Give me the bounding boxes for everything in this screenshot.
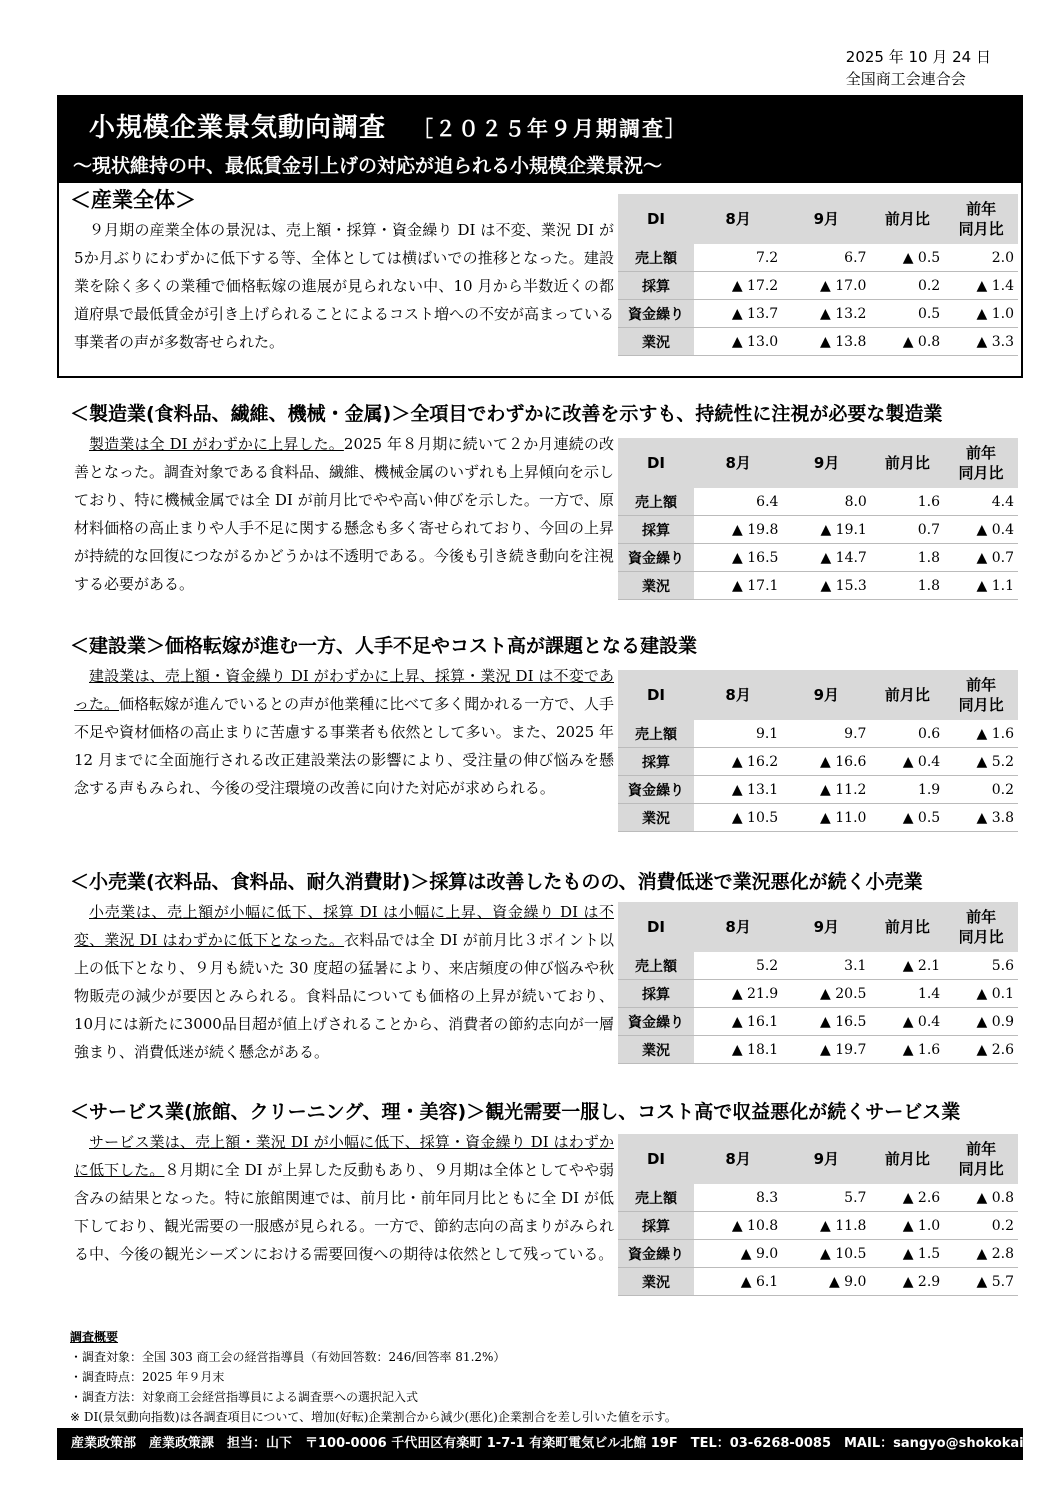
row-label: 資金繰り: [618, 1008, 694, 1036]
cell-yoy: ▲ 0.9: [944, 1008, 1018, 1036]
cell-aug: ▲ 13.7: [694, 300, 782, 328]
table-row: [618, 720, 1018, 748]
table-row: [618, 1240, 1018, 1268]
cell-sep: ▲ 16.5: [782, 1008, 870, 1036]
section-body: [74, 1128, 614, 1268]
cell-aug: ▲ 6.1: [694, 1268, 782, 1296]
date-block: [846, 46, 991, 90]
section-0: [60, 186, 1020, 351]
cell-mom: ▲ 2.9: [870, 1268, 944, 1296]
row-label: 資金繰り: [618, 300, 694, 328]
row-label: 採算: [618, 980, 694, 1008]
cell-yoy: ▲ 2.6: [944, 1036, 1018, 1064]
survey-period: ［２０２５年９月期調査］: [412, 117, 689, 141]
cell-aug: ▲ 18.1: [694, 1036, 782, 1064]
col-header-mom: 前月比: [870, 193, 944, 244]
cell-sep: 3.1: [782, 952, 870, 980]
cell-sep: ▲ 13.8: [782, 328, 870, 356]
cell-aug: 8.3: [694, 1184, 782, 1212]
cell-yoy: ▲ 5.7: [944, 1268, 1018, 1296]
row-label: 業況: [618, 804, 694, 832]
row-label: 業況: [618, 1036, 694, 1064]
page-title: 小規模企業景気動向調査 ［２０２５年９月期調査］: [89, 113, 689, 143]
col-header-mom: 前月比: [870, 669, 944, 720]
cell-sep: ▲ 11.0: [782, 804, 870, 832]
cell-sep: ▲ 15.3: [782, 572, 870, 600]
section-body: [74, 216, 614, 356]
cell-yoy: 5.6: [944, 952, 1018, 980]
cell-sep: ▲ 20.5: [782, 980, 870, 1008]
cell-mom: ▲ 0.4: [870, 1008, 944, 1036]
table-row: [618, 804, 1018, 832]
cell-yoy: ▲ 1.4: [944, 272, 1018, 300]
body-text: 2025 年８月期に続いて２か月連続の改善となった。調査対象である食料品、繊維、機械金属のいずれも上昇傾向を示しており、特に機械金属では全 DI が前月比でやや高い伸びを示した。一方で、原材料価格の高止まりや人手不足に関する懸念も多く寄せられており、今回の上昇が持続的な回復につながるかどうかは不透明である。今後も引き続き動向を注視する必要がある。: [74, 435, 615, 593]
survey-notes: [70, 1327, 677, 1427]
organization: 全国商工会連合会: [845, 70, 966, 88]
cell-mom: ▲ 0.5: [870, 244, 944, 272]
yoy-line2: 同月比: [958, 928, 1004, 946]
cell-sep: ▲ 9.0: [782, 1268, 870, 1296]
section-2: [60, 632, 1020, 827]
cell-sep: ▲ 19.7: [782, 1036, 870, 1064]
di-table: [618, 436, 1018, 600]
table-row: [618, 1008, 1018, 1036]
table-row: [618, 1268, 1018, 1296]
section-body: [74, 898, 614, 1066]
cell-sep: 9.7: [782, 720, 870, 748]
section-3: [60, 868, 1020, 1061]
cell-aug: ▲ 19.8: [694, 516, 782, 544]
yoy-line2: 同月比: [958, 464, 1004, 482]
table-row: [618, 272, 1018, 300]
col-header-sep: 9月: [782, 437, 870, 488]
section-heading: ＜製造業(食料品、繊維、機械・金属)＞全項目でわずかに改善を示すも、持続性に注視が必要な製造業: [70, 403, 943, 425]
row-label: 売上額: [618, 952, 694, 980]
section-body: [74, 430, 614, 598]
cell-mom: ▲ 1.5: [870, 1240, 944, 1268]
table-row: [618, 1036, 1018, 1064]
col-header-aug: 8月: [694, 193, 782, 244]
section-heading: ＜建設業＞価格転嫁が進む一方、人手不足やコスト高が課題となる建設業: [70, 635, 698, 657]
table-row: [618, 244, 1018, 272]
date: 2025 年 10 月 24 日: [845, 48, 991, 66]
row-label: 売上額: [618, 244, 694, 272]
row-label: 資金繰り: [618, 544, 694, 572]
cell-sep: ▲ 14.7: [782, 544, 870, 572]
yoy-line1: 前年: [966, 444, 997, 462]
cell-mom: 1.8: [871, 544, 944, 572]
section-heading: ＜産業全体＞: [70, 188, 196, 212]
col-header-di: DI: [618, 901, 694, 952]
cell-mom: ▲ 0.5: [870, 804, 944, 832]
cell-sep: 5.7: [782, 1184, 870, 1212]
cell-aug: ▲ 13.0: [694, 328, 782, 356]
row-label: 採算: [618, 1212, 694, 1240]
yoy-line2: 同月比: [958, 696, 1004, 714]
cell-yoy: ▲ 0.7: [944, 544, 1018, 572]
cell-yoy: ▲ 0.8: [944, 1184, 1018, 1212]
cell-yoy: 0.2: [944, 1212, 1018, 1240]
col-header-yoy: [944, 193, 1018, 244]
cell-mom: ▲ 0.8: [870, 328, 944, 356]
headline: ～現状維持の中、最低賃金引上げの対応が迫られる小規模企業景況～: [73, 155, 663, 177]
yoy-line1: 前年: [966, 200, 997, 218]
cell-aug: ▲ 10.8: [694, 1212, 782, 1240]
row-label: 売上額: [618, 488, 694, 516]
cell-yoy: 0.2: [944, 776, 1018, 804]
body-text: ９月期の産業全体の景況は、売上額・採算・資金繰り DI は不変、業況 DI が5か月ぶりにわずかに低下する等、全体としては横ばいでの推移となった。建設業を除く多くの業種で価格転嫁の進展が見られない中、10 月から半数近くの都道府県で最低賃金が引き上げられることによるコスト増への不安が高まっている事業者の声が多数寄せられた。: [74, 221, 615, 351]
yoy-line1: 前年: [966, 1140, 997, 1158]
table-row: [618, 488, 1018, 516]
cell-mom: 0.6: [870, 720, 944, 748]
section-heading: ＜小売業(衣料品、食料品、耐久消費財)＞採算は改善したものの、消費低迷で業況悪化が続く小売業: [70, 871, 923, 893]
cell-sep: ▲ 19.1: [782, 516, 870, 544]
footer-contact: 産業政策部 産業政策課 担当：山下 〒100-0006 千代田区有楽町 1-7-1 有楽町電気ビル北館 19F TEL：03-6268-0085 MAIL：sangyo@shokokai.or.jp: [57, 1428, 1023, 1460]
cell-mom: ▲ 1.6: [870, 1036, 944, 1064]
col-header-mom: 前月比: [870, 901, 944, 952]
row-label: 業況: [618, 572, 694, 600]
cell-aug: ▲ 16.5: [694, 544, 782, 572]
cell-aug: ▲ 17.1: [694, 572, 782, 600]
col-header-sep: 9月: [782, 193, 870, 244]
body-text: 衣料品では全 DI が前月比３ポイント以上の低下となり、９月も続いた 30 度超の猛暑により、来店頻度の伸び悩みや秋物販売の減少が要因とみられる。食料品についても価格の上昇が続いており、10月には新たに3000品目超が値上げされることから、消費者の節約志向が一層強まり、消費低迷が続く懸念がある。: [74, 931, 614, 1061]
section-body: [74, 662, 614, 802]
cell-aug: ▲ 13.1: [694, 776, 782, 804]
cell-mom: ▲ 2.1: [870, 952, 944, 980]
row-label: 採算: [618, 516, 694, 544]
col-header-sep: 9月: [782, 669, 870, 720]
table-row: [618, 572, 1018, 600]
note-line: ※ DI(景気動向指数)は各調査項目について、増加(好転)企業割合から減少(悪化)企業割合を差し引いた値を示す。: [70, 1410, 677, 1424]
body-text: 価格転嫁が進んでいるとの声が他業種に比べて多く聞かれる一方で、人手不足や資材価格の高止まりに苦慮する事業者も依然として多い。また、2025 年 12 月までに全面施行される改正建設業法の影響により、受注量の伸び悩みを懸念する声もみられ、今後の受注環境の改善に向けた対応が求められる。: [74, 695, 614, 797]
row-label: 採算: [618, 748, 694, 776]
cell-aug: ▲ 21.9: [694, 980, 782, 1008]
col-header-aug: 8月: [694, 901, 782, 952]
cell-aug: ▲ 16.2: [694, 748, 782, 776]
cell-aug: 9.1: [694, 720, 782, 748]
cell-aug: ▲ 16.1: [694, 1008, 782, 1036]
cell-sep: ▲ 11.8: [782, 1212, 870, 1240]
table-row: [618, 776, 1018, 804]
di-table: [618, 192, 1018, 356]
row-label: 売上額: [618, 720, 694, 748]
section-heading: ＜サービス業(旅館、クリーニング、理・美容)＞観光需要一服し、コスト高で収益悪化が続くサービス業: [70, 1101, 961, 1123]
cell-yoy: ▲ 5.2: [944, 748, 1018, 776]
cell-aug: ▲ 17.2: [694, 272, 782, 300]
table-row: [618, 952, 1018, 980]
yoy-line2: 同月比: [958, 220, 1004, 238]
cell-mom: 0.7: [871, 516, 944, 544]
table-row: [618, 328, 1018, 356]
cell-aug: 7.2: [694, 244, 782, 272]
cell-aug: 6.4: [694, 488, 782, 516]
col-header-di: DI: [618, 669, 694, 720]
section-4: [60, 1098, 1020, 1291]
col-header-yoy: [944, 1133, 1018, 1184]
cell-sep: ▲ 11.2: [782, 776, 870, 804]
cell-yoy: 4.4: [944, 488, 1018, 516]
cell-mom: ▲ 1.0: [870, 1212, 944, 1240]
cell-sep: ▲ 10.5: [782, 1240, 870, 1268]
col-header-sep: 9月: [782, 901, 870, 952]
di-table: [618, 668, 1018, 832]
cell-mom: ▲ 0.4: [870, 748, 944, 776]
cell-yoy: ▲ 3.8: [944, 804, 1018, 832]
cell-yoy: ▲ 1.1: [944, 572, 1018, 600]
row-label: 採算: [618, 272, 694, 300]
di-table: [618, 900, 1018, 1064]
table-row: [618, 748, 1018, 776]
table-row: [618, 300, 1018, 328]
col-header-di: DI: [618, 437, 694, 488]
notes-title: 調査概要: [70, 1330, 119, 1344]
note-line: ・調査方法：対象商工会経営指導員による調査票への選択記入式: [70, 1390, 419, 1404]
yoy-line1: 前年: [966, 676, 997, 694]
cell-yoy: ▲ 1.0: [944, 300, 1018, 328]
table-row: [618, 1184, 1018, 1212]
body-lead: 建設業は、売上額・資金繰り DI がわずかに上昇、採算・業況 DI は不変であった。: [74, 667, 614, 713]
body-lead: 製造業は全 DI がわずかに上昇した。: [89, 435, 344, 453]
cell-mom: 1.4: [870, 980, 944, 1008]
cell-yoy: ▲ 0.1: [944, 980, 1018, 1008]
col-header-aug: 8月: [694, 437, 782, 488]
cell-mom: 1.6: [871, 488, 944, 516]
cell-mom: 0.2: [870, 272, 944, 300]
table-row: [618, 1212, 1018, 1240]
cell-mom: 0.5: [870, 300, 944, 328]
table-row: [618, 516, 1018, 544]
col-header-mom: 前月比: [870, 1133, 944, 1184]
col-header-yoy: [944, 901, 1018, 952]
cell-aug: ▲ 9.0: [694, 1240, 782, 1268]
col-header-di: DI: [618, 1133, 694, 1184]
title-banner: [57, 95, 1023, 183]
body-lead: 小売業は、売上額が小幅に低下、採算 DI は小幅に上昇、資金繰り DI は不変、業況 DI はわずかに低下となった。: [74, 903, 614, 949]
cell-yoy: ▲ 2.8: [944, 1240, 1018, 1268]
cell-aug: 5.2: [694, 952, 782, 980]
col-header-aug: 8月: [694, 1133, 782, 1184]
col-header-aug: 8月: [694, 669, 782, 720]
cell-yoy: ▲ 0.4: [944, 516, 1018, 544]
cell-mom: ▲ 2.6: [870, 1184, 944, 1212]
cell-sep: ▲ 16.6: [782, 748, 870, 776]
section-1: [60, 400, 1020, 595]
row-label: 資金繰り: [618, 776, 694, 804]
note-line: ・調査時点：2025 年９月末: [70, 1370, 225, 1384]
table-row: [618, 980, 1018, 1008]
cell-mom: 1.9: [870, 776, 944, 804]
table-row: [618, 544, 1018, 572]
row-label: 業況: [618, 328, 694, 356]
col-header-yoy: [944, 669, 1018, 720]
col-header-yoy: [944, 437, 1018, 488]
cell-yoy: ▲ 1.6: [944, 720, 1018, 748]
body-text: ８月期に全 DI が上昇した反動もあり、９月期は全体としてやや弱含みの結果となった。特に旅館関連では、前月比・前年同月比ともに全 DI が低下しており、観光需要の一服感が見られる。一方で、節約志向の高まりがみられる中、今後の観光シーズンにおける需要回復への期待は依然として残っている。: [74, 1161, 614, 1263]
cell-sep: ▲ 13.2: [782, 300, 870, 328]
body-lead: サービス業は、売上額・業況 DI が小幅に低下、採算・資金繰り DI はわずかに低下した。: [74, 1133, 614, 1179]
di-table: [618, 1132, 1018, 1296]
cell-yoy: 2.0: [944, 244, 1018, 272]
yoy-line2: 同月比: [958, 1160, 1004, 1178]
row-label: 業況: [618, 1268, 694, 1296]
cell-yoy: ▲ 3.3: [944, 328, 1018, 356]
col-header-sep: 9月: [782, 1133, 870, 1184]
cell-aug: ▲ 10.5: [694, 804, 782, 832]
cell-sep: 8.0: [782, 488, 870, 516]
cell-sep: ▲ 17.0: [782, 272, 870, 300]
col-header-di: DI: [618, 193, 694, 244]
note-line: ・調査対象：全国 303 商工会の経営指導員（有効回答数：246/回答率 81.2%）: [70, 1350, 506, 1364]
yoy-line1: 前年: [966, 908, 997, 926]
row-label: 資金繰り: [618, 1240, 694, 1268]
row-label: 売上額: [618, 1184, 694, 1212]
cell-sep: 6.7: [782, 244, 870, 272]
col-header-mom: 前月比: [871, 437, 944, 488]
cell-mom: 1.8: [871, 572, 944, 600]
